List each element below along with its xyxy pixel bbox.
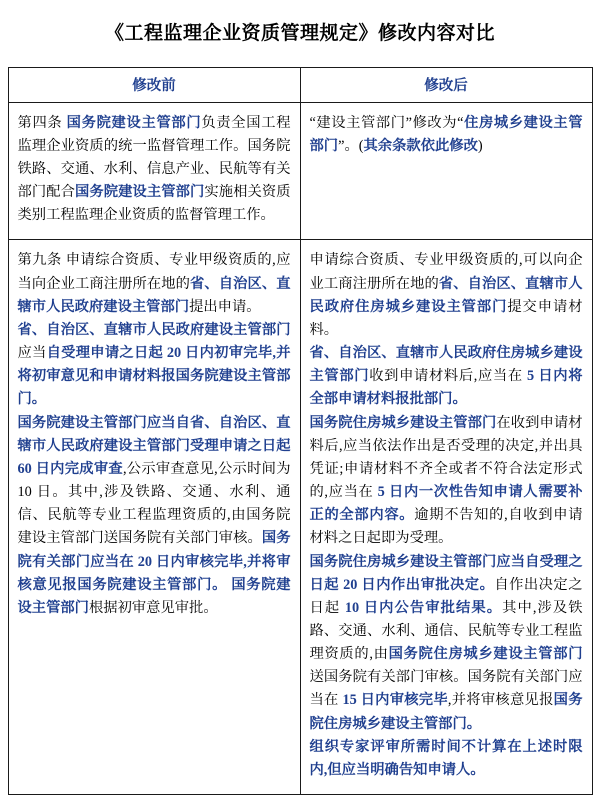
highlighted-text: 国务院住房城乡建设主管部门。 [309, 692, 583, 732]
body-text: ”。( [338, 137, 364, 154]
page-title: 《工程监理企业资质管理规定》修改内容对比 [104, 23, 495, 44]
body-text: 第九条 申请综合资质、专业甲级资质的,应当向企业工商注册所在地的 [17, 252, 291, 292]
table-row [8, 102, 592, 240]
highlighted-text: 国务院建设主管部门 [75, 184, 205, 201]
highlighted-text: 5 日内一次性告知申请人需要补正的全部内容。 [309, 484, 583, 524]
cell-article9-before [8, 240, 300, 795]
body-text: “建设主管部门”修改为“ [309, 114, 464, 131]
body-text: 第四条 [17, 114, 67, 131]
table-header-row [8, 67, 592, 102]
body-text: 收到申请材料后,应当在 [369, 368, 527, 385]
highlighted-text: 其余条款依此修改 [363, 137, 478, 154]
body-text: 提交申请材料。 [309, 298, 583, 338]
cell-article4-before [8, 102, 300, 240]
table-row [8, 240, 592, 795]
body-text: 申请综合资质、专业甲级资质的,可以向企业工商注册所在地的 [309, 252, 583, 292]
body-text: 送国务院有关部门审核。国务院有关部门应当在 [309, 669, 583, 709]
highlighted-text: 省、自治区、直辖市人民政府建设主管部门 [17, 275, 291, 315]
body-text: 自作出决定之日起 [309, 576, 583, 616]
highlighted-text: 省、自治区、直辖市人民政府住房城乡建设主管部门 [309, 275, 583, 315]
highlighted-text: 5 日内将全部申请材料报批部门。 [309, 368, 583, 408]
highlighted-text: 国务院建设主管部门 [66, 114, 202, 131]
body-text: 根据初审意见审批。 [88, 599, 218, 616]
highlighted-text: 15 日内审核完毕 [342, 692, 448, 709]
column-header-before: 修改前 [8, 67, 300, 102]
highlighted-text: 住房城乡建设主管部门 [309, 114, 583, 154]
highlighted-text: 国务院有关部门应当在 20 日内审核完毕,并将审核意见报国务院建设主管部门。 [17, 530, 291, 593]
highlighted-text: 国务院住房城乡建设主管部门应当自受理之日起 20 日内作出审批决定。 [309, 553, 583, 593]
highlighted-text: 自受理申请之日起 20 日内初审完毕,并将初审意见和申请材料报国务院建设主管部门。 [17, 345, 291, 408]
body-text: 应当 [17, 345, 47, 362]
column-header-after: 修改后 [300, 67, 592, 102]
highlighted-text: 省、自治区、直辖市人民政府住房城乡建设主管部门 [309, 345, 583, 385]
cell-article9-after [300, 240, 592, 795]
highlighted-text: 组织专家评审所需时间不计算在上述时限内,但应当明确告知申请人。 [309, 738, 583, 778]
body-text: 负责全国工程监理企业资质的统一监督管理工作。国务院铁路、交通、水利、信息产业、民航等有关部门配合 [17, 114, 291, 201]
highlighted-text: 省、自治区、直辖市人民政府建设主管部门 [17, 414, 291, 454]
body-text: 其中,涉及铁路、交通、水利、通信、民航等专业工程监理资质的,由 [309, 599, 583, 663]
body-text: 逾期不告知的,自收到申请材料之日起即为受理。 [309, 507, 583, 547]
body-text: 提出申请。 [189, 298, 261, 315]
highlighted-text: 国务院建设主管部门应当自 [17, 414, 190, 431]
highlighted-text: 10 日内公告审批结果。 [344, 599, 503, 616]
highlighted-text: 国务院住房城乡建设主管部门 [388, 646, 583, 663]
highlighted-text: 国务院住房城乡建设主管部门 [309, 414, 497, 431]
body-text: ,并将审核意见报 [447, 692, 554, 709]
body-text: ,公示审查意见,公示时间为 10 日。其中,涉及铁路、交通、水利、通信、民航等专业工程监理资质的,由国务院建设主管部门送国务院有关部门审核。 [17, 460, 291, 547]
body-text: ) [477, 137, 483, 154]
body-text: 在收到申请材料后,应当依法作出是否受理的决定,并出具凭证;申请材料不齐全或者不符合法定形式的,应当在 [309, 414, 583, 501]
comparison-table [8, 67, 593, 795]
highlighted-text: 国务院建设主管部门 [17, 576, 291, 616]
highlighted-text: 受理申请之日起 60 日内完成审查 [17, 437, 291, 477]
body-text: 实施相关资质类别工程监理企业资质的监督管理工作。 [17, 184, 291, 224]
highlighted-text: 省、自治区、直辖市人民政府建设主管部门 [17, 321, 291, 338]
cell-article4-after [300, 102, 592, 240]
